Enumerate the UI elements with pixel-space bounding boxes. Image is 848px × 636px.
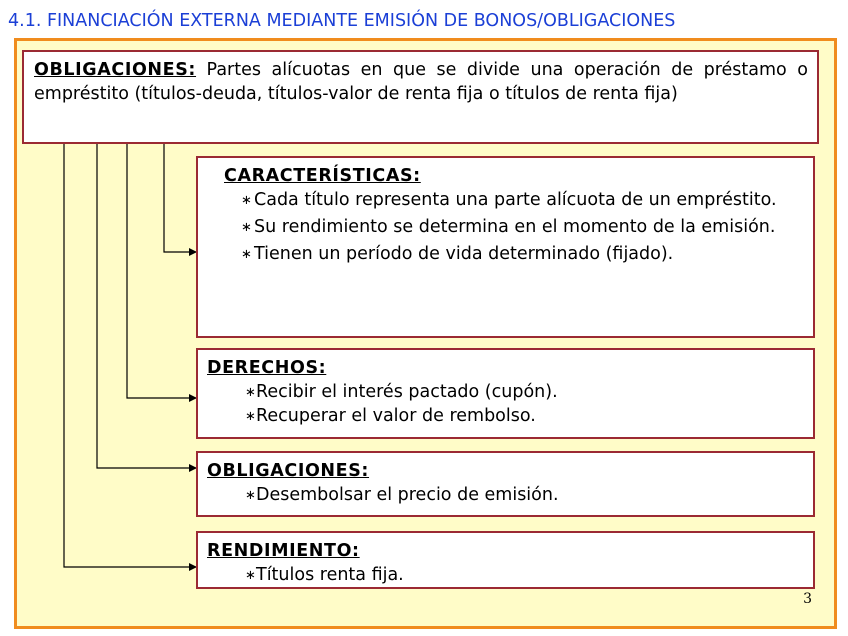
connector-derechos [127,144,196,398]
connector-caracteristicas [164,144,196,252]
caracteristicas-box [196,156,815,338]
asterisk-bullet-icon: ∗ [241,247,252,262]
definition-box [22,50,819,144]
asterisk-bullet-icon: ∗ [245,488,256,503]
list-item: ∗ Su rendimiento se determina en el momento de la emisión. [226,215,803,239]
rendimiento-list [207,563,803,587]
asterisk-bullet-icon: ∗ [245,385,256,400]
connector-obligaciones [97,144,196,468]
derechos-heading: DERECHOS: [207,358,327,378]
list-item: ∗ Recuperar el valor de rembolso. [207,404,803,428]
list-item: ∗ Cada título representa una parte alícuota de un empréstito. [226,188,803,212]
asterisk-bullet-icon: ∗ [241,193,252,208]
slide-title: 4.1. FINANCIACIÓN EXTERNA MEDIANTE EMISIÓN DE BONOS/OBLIGACIONES [8,11,676,31]
rendimiento-heading: RENDIMIENTO: [207,541,360,561]
list-item: ∗ Desembolsar el precio de emisión. [207,483,803,507]
asterisk-bullet-icon: ∗ [245,568,256,583]
obligaciones-heading: OBLIGACIONES: [207,461,370,481]
obligaciones-box [196,451,815,517]
caracteristicas-list [212,188,803,266]
list-item: ∗ Tienen un período de vida determinado (fijado). [226,242,803,266]
rendimiento-box [196,531,815,589]
list-item: ∗ Recibir el interés pactado (cupón). [207,380,803,404]
derechos-list [207,380,803,428]
asterisk-bullet-icon: ∗ [241,220,252,235]
derechos-box [196,348,815,439]
definition-label: OBLIGACIONES: [34,60,197,80]
page-number: 3 [803,591,812,607]
caracteristicas-heading: CARACTERÍSTICAS: [224,166,421,186]
asterisk-bullet-icon: ∗ [245,409,256,424]
list-item: ∗ Títulos renta fija. [207,563,803,587]
connector-rendimiento [64,144,196,567]
obligaciones-list [207,483,803,507]
definition-text: Partes alícuotas en que se divide una operación de préstamo o empréstito (títulos-deuda, títulos-valor de renta fija o títulos de renta fija) [34,60,808,104]
